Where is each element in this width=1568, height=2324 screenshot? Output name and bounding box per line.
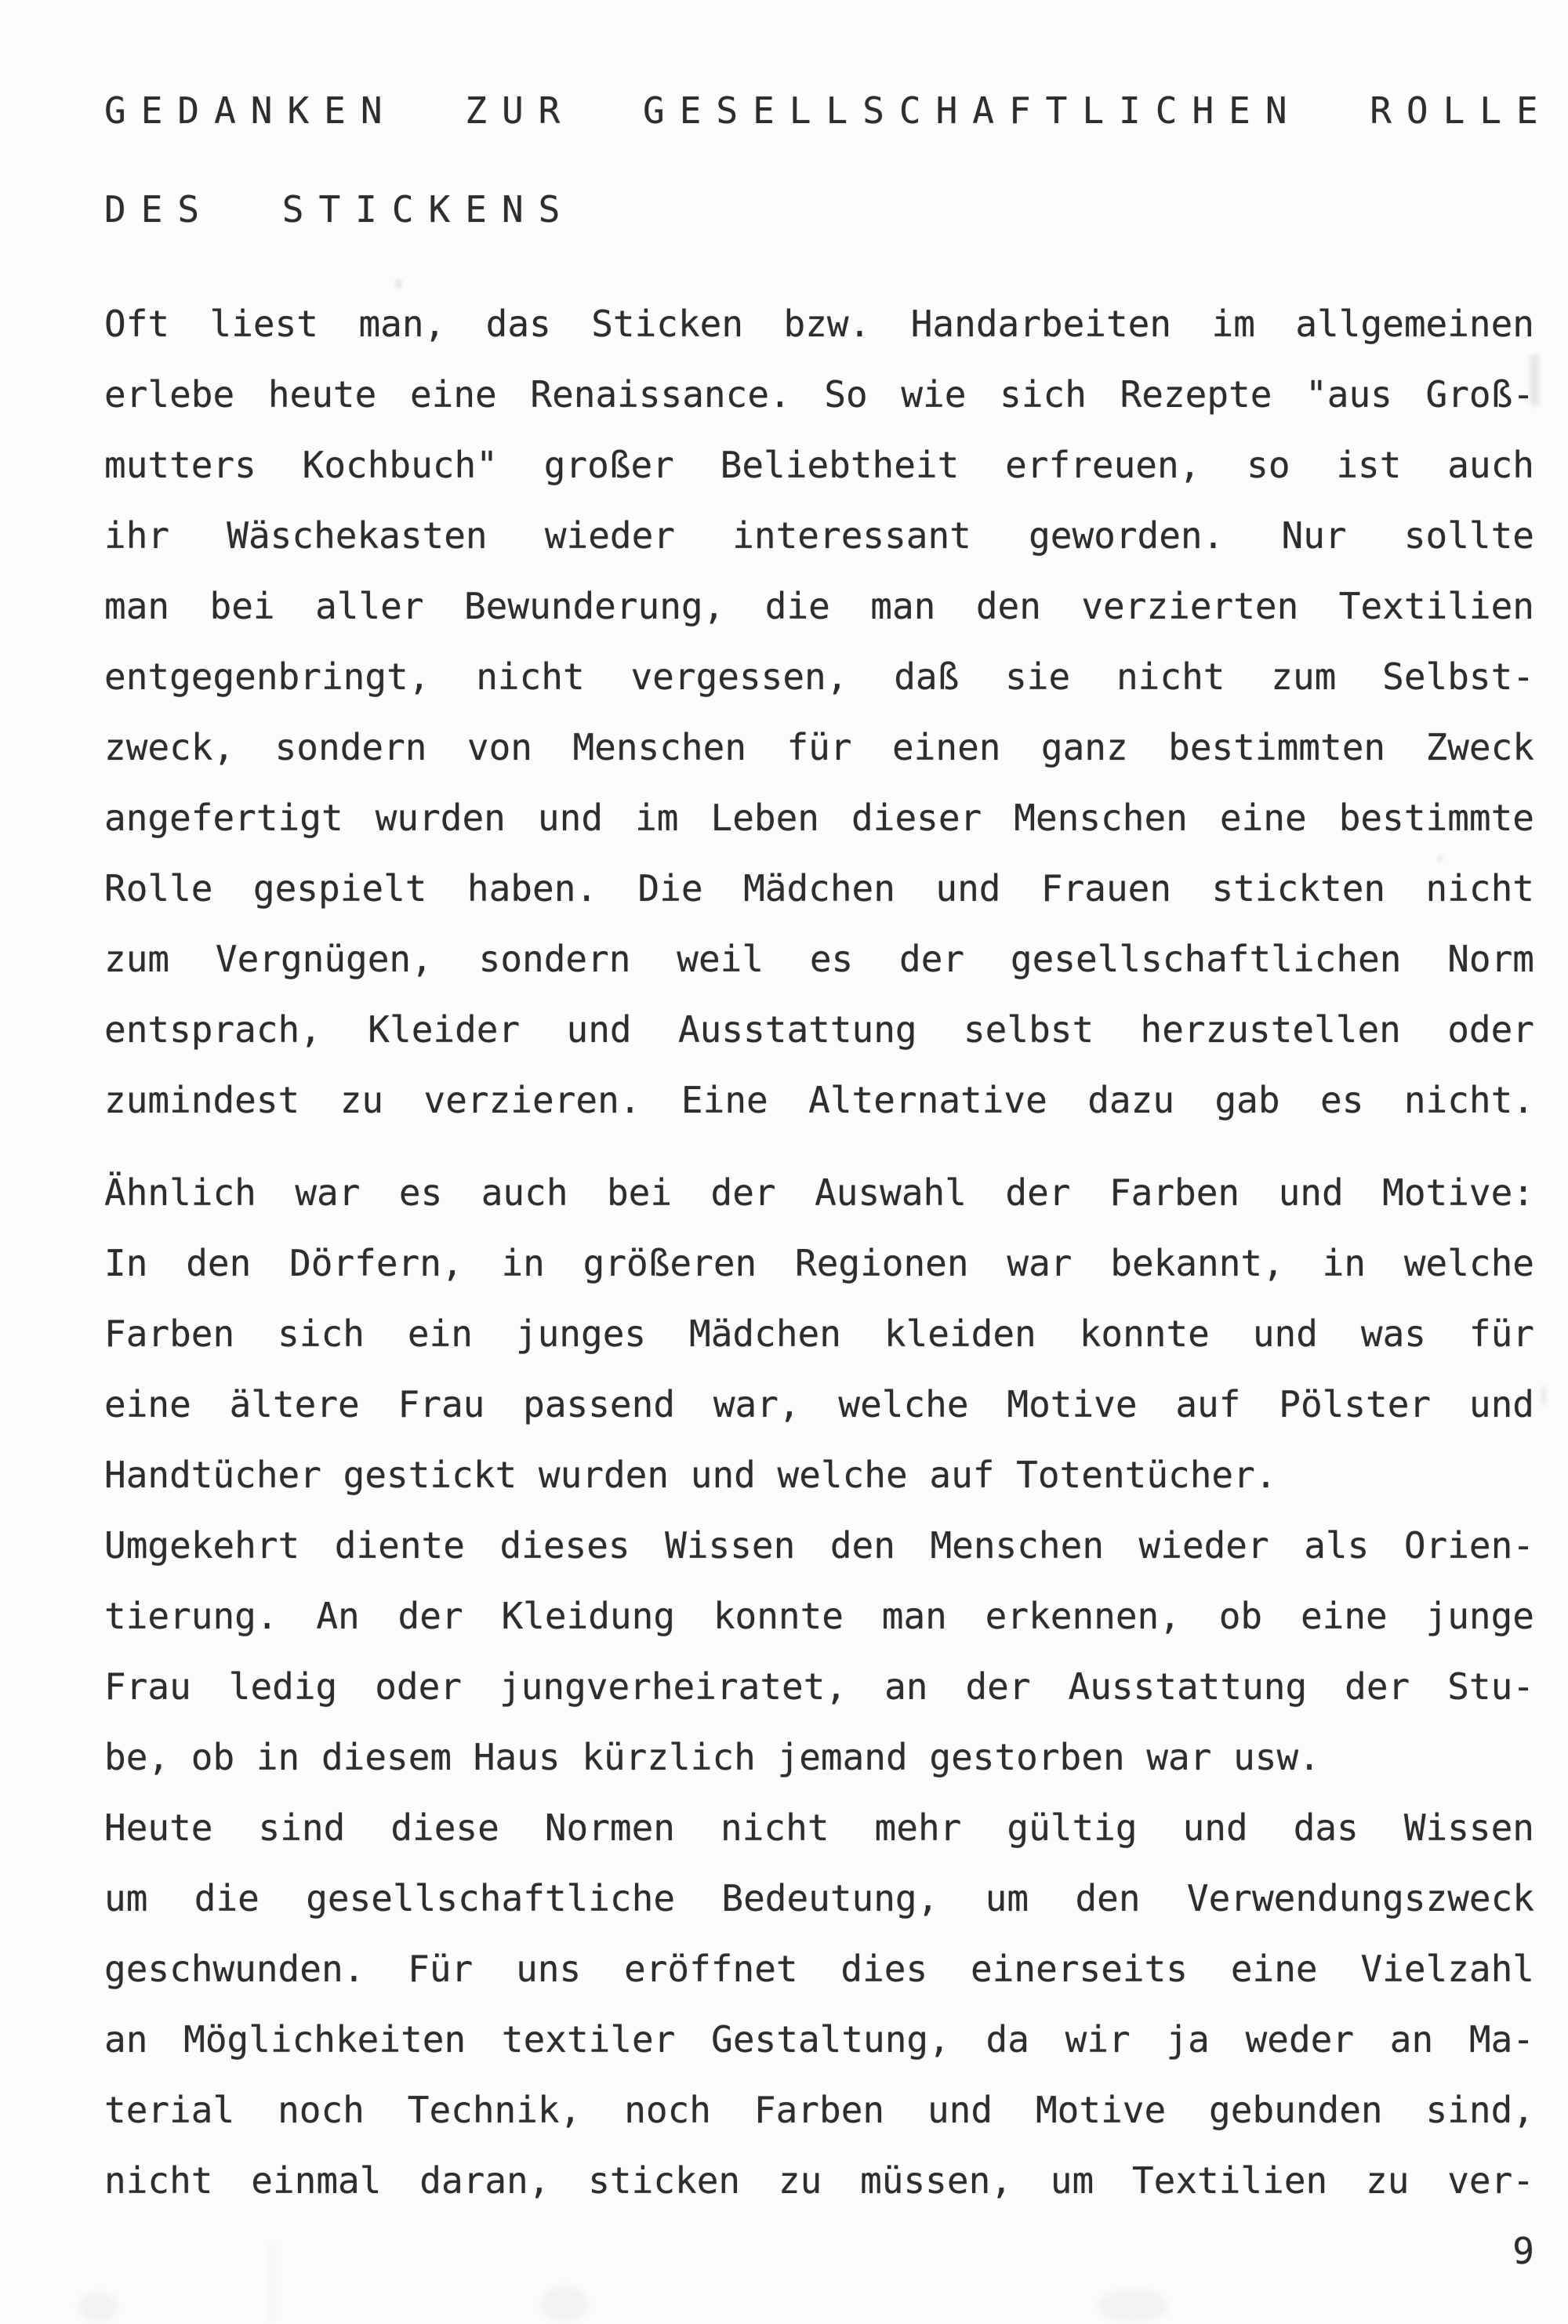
text-line: Oft liest man, das Sticken bzw. Handarbeiten im allgemeinen [104, 303, 1534, 345]
text-line: entgegenbringt, nicht vergessen, daß sie nicht zum Selbst- [104, 655, 1534, 698]
text-line: In den Dörfern, in größeren Regionen war bekannt, in welche [104, 1242, 1534, 1284]
text-line: man bei aller Bewunderung, die man den verzierten Textilien [104, 585, 1534, 627]
body-text [104, 289, 1534, 2216]
scan-artifact [395, 279, 402, 289]
paragraph [104, 289, 1534, 1135]
text-line: Frau ledig oder jungverheiratet, an der Ausstattung der Stu- [104, 1665, 1534, 1708]
text-line: Ähnlich war es auch bei der Auswahl der Farben und Motive: [104, 1171, 1534, 1214]
text-line: nicht einmal daran, sticken zu müssen, um Textilien zu ver- [104, 2159, 1534, 2202]
text-line: ihr Wäschekasten wieder interessant geworden. Nur sollte [104, 514, 1534, 557]
text-line: um die gesellschaftliche Bedeutung, um den Verwendungszweck [104, 1877, 1534, 1919]
text-line: Handtücher gestickt wurden und welche auf Totentücher. [104, 1454, 1277, 1496]
text-line: erlebe heute eine Renaissance. So wie sich Rezepte "aus Groß- [104, 373, 1534, 416]
text-line: mutters Kochbuch" großer Beliebtheit erfreuen, so ist auch [104, 444, 1534, 486]
scan-artifact [78, 2293, 118, 2322]
scan-artifact [1541, 1386, 1546, 1405]
text-line: Farben sich ein junges Mädchen kleiden konnte und was für [104, 1313, 1534, 1355]
text-line: Rolle gespielt haben. Die Mädchen und Frauen stickten nicht [104, 867, 1534, 910]
text-line: zum Vergnügen, sondern weil es der gesellschaftlichen Norm [104, 938, 1534, 980]
document-title [104, 61, 1553, 259]
text-line: terial noch Technik, noch Farben und Motive gebunden sind, [104, 2089, 1534, 2131]
paragraph [104, 1157, 1534, 2216]
title-line-1: GEDANKEN ZUR GESELLSCHAFTLICHEN ROLLE [104, 89, 1553, 132]
text-line: Umgekehrt diente dieses Wissen den Menschen wieder als Orien- [104, 1524, 1534, 1567]
text-line: Heute sind diese Normen nicht mehr gültig und das Wissen [104, 1807, 1534, 1849]
page-number: 9 [1512, 2230, 1534, 2272]
title-line-2: DES STICKENS [104, 188, 575, 231]
text-line: tierung. An der Kleidung konnte man erkennen, ob eine junge [104, 1595, 1534, 1637]
page-number-row [104, 2216, 1534, 2286]
text-line: zweck, sondern von Menschen für einen ganz bestimmten Zweck [104, 726, 1534, 768]
scan-artifact [1098, 2290, 1168, 2322]
text-line: zumindest zu verzieren. Eine Alternative dazu gab es nicht. [104, 1079, 1534, 1121]
text-line: eine ältere Frau passend war, welche Motive auf Pölster und [104, 1383, 1534, 1425]
text-line: be, ob in diesem Haus kürzlich jemand gestorben war usw. [104, 1736, 1320, 1778]
scan-artifact [541, 2286, 588, 2322]
text-line: an Möglichkeiten textiler Gestaltung, da wir ja weder an Ma- [104, 2018, 1534, 2061]
text-line: angefertigt wurden und im Leben dieser Menschen eine bestimmte [104, 797, 1534, 839]
text-line: geschwunden. Für uns eröffnet dies einerseits eine Vielzahl [104, 1948, 1534, 1990]
text-line: entsprach, Kleider und Ausstattung selbst herzustellen oder [104, 1008, 1534, 1051]
